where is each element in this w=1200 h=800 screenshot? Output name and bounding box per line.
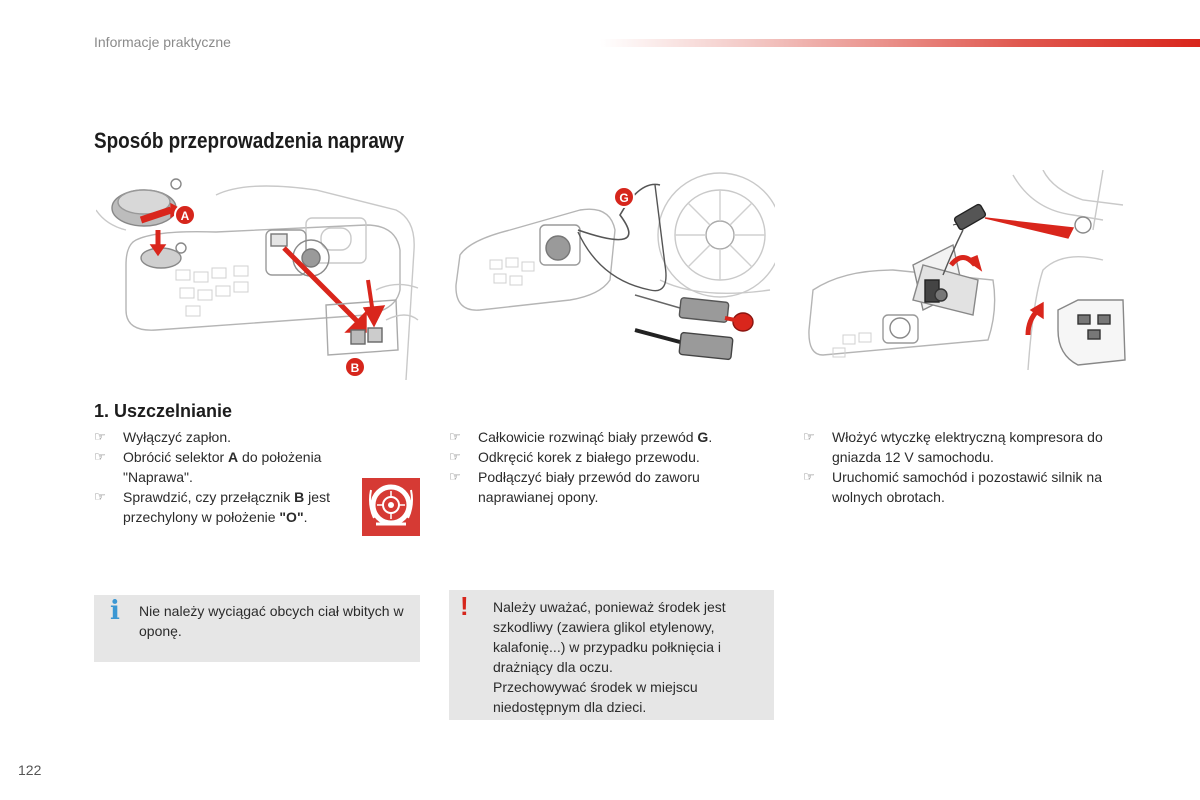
instruction-list-column-2 bbox=[449, 427, 759, 507]
running-header: Informacje praktyczne bbox=[94, 34, 231, 50]
page-title: Sposób przeprowadzenia naprawy bbox=[94, 128, 405, 153]
warning-note-line: Przechowywać środek w miejscu niedostępnym dla dzieci. bbox=[493, 679, 698, 715]
instruction-list-column-1 bbox=[94, 427, 356, 527]
illustration-plug-socket bbox=[803, 170, 1131, 390]
page-number: 122 bbox=[18, 762, 42, 778]
step-heading: 1. Uszczelnianie bbox=[94, 401, 233, 421]
pointing-hand-icon: ☞ bbox=[449, 469, 461, 484]
illustration-compressor-selector bbox=[96, 170, 420, 390]
instruction-list-column-3 bbox=[803, 427, 1133, 507]
pointing-hand-icon: ☞ bbox=[449, 449, 461, 464]
list-item: ☞ Sprawdzić, czy przełącznik B jest przechylony w położenie "O". bbox=[94, 489, 330, 525]
warning-note bbox=[449, 590, 774, 720]
pointing-hand-icon: ☞ bbox=[803, 469, 815, 484]
pointing-hand-icon: ☞ bbox=[94, 489, 106, 504]
warning-icon: ! bbox=[460, 591, 469, 621]
pointing-hand-icon: ☞ bbox=[94, 429, 106, 444]
tire-repair-icon bbox=[362, 478, 420, 536]
list-item: ☞ Odkręcić korek z białego przewodu. bbox=[449, 449, 700, 465]
list-item: ☞ Podłączyć biały przewód do zaworu naprawianej opony. bbox=[449, 469, 700, 505]
list-item: ☞ Wyłączyć zapłon. bbox=[94, 429, 232, 445]
callout-b-label: B bbox=[350, 361, 360, 375]
warning-note-text bbox=[493, 597, 763, 717]
pointing-hand-icon: ☞ bbox=[94, 449, 106, 464]
list-item: ☞ Uruchomić samochód i pozostawić silnik na wolnych obrotach. bbox=[803, 469, 1102, 505]
list-item: ☞ Całkowicie rozwinąć biały przewód G. bbox=[449, 429, 713, 445]
callout-g-label: G bbox=[619, 191, 629, 205]
callout-a-label: A bbox=[180, 209, 190, 223]
warning-note-line: Należy uważać, ponieważ środek jest szkodliwy (zawiera glikol etylenowy, kalafonię...) w przypadku połknięcia i drażniący dla oczu. bbox=[493, 599, 726, 675]
info-note-text: Nie należy wyciągać obcych ciał wbitych w oponę. bbox=[139, 603, 404, 639]
pointing-hand-icon: ☞ bbox=[449, 429, 461, 444]
pointing-hand-icon: ☞ bbox=[803, 429, 815, 444]
list-item: ☞ Włożyć wtyczkę elektryczną kompresora do gniazda 12 V samochodu. bbox=[803, 429, 1103, 465]
illustration-hose bbox=[450, 170, 775, 390]
header-accent-bar bbox=[600, 39, 1200, 47]
info-icon: i bbox=[110, 596, 120, 626]
list-item: ☞ Obrócić selektor A do położenia "Naprawa". bbox=[94, 449, 322, 485]
info-note bbox=[94, 595, 420, 662]
